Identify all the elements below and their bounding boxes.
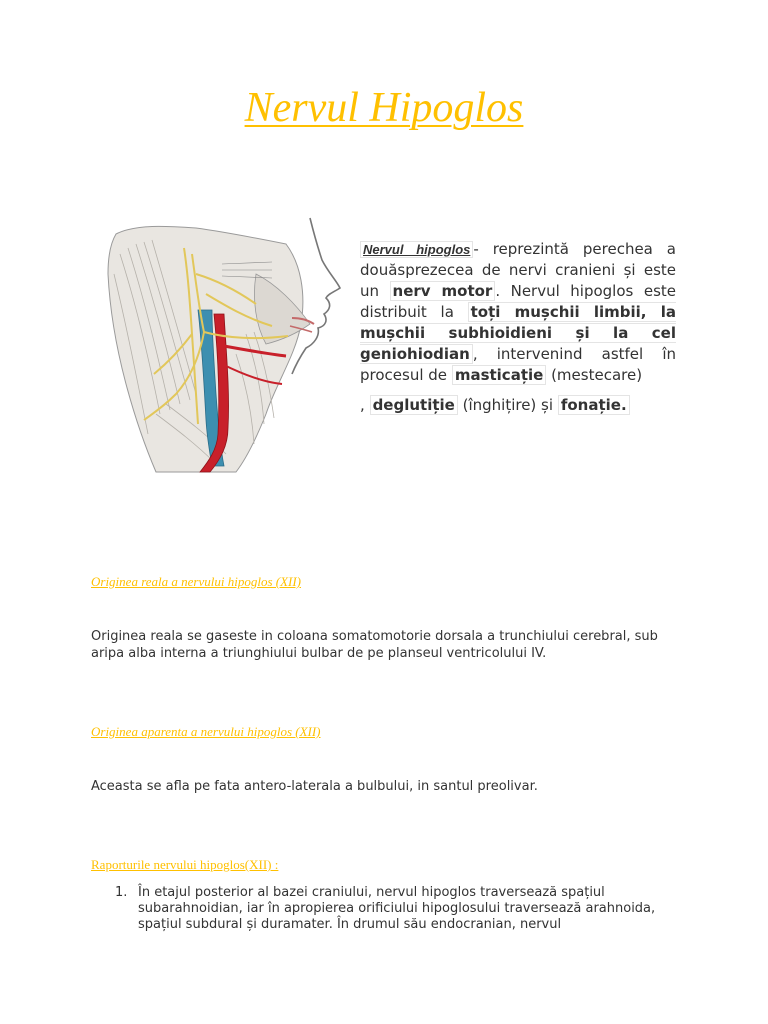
list-item <box>91 885 681 933</box>
list-item-text: În etajul posterior al bazei craniului, nervul hipoglos traversează spațiul subarahnoidian, iar în apropierea orificiului hipoglosului traversează arahnoida, spațiul subdural și duramater. În drumul său endocranian, nervul <box>138 885 656 932</box>
list-item-number: 1. <box>115 885 128 900</box>
paragraph-origine-aparenta: Aceasta se afla pe fata antero-laterala a bulbului, in santul preolivar. <box>91 779 538 794</box>
raporturi-list <box>91 885 681 933</box>
neck-anatomy-illustration <box>96 214 348 476</box>
heading-raporturi: Raporturile nervului hipoglos(XII) : <box>91 857 279 872</box>
term-masticatie: masticație <box>452 365 547 385</box>
heading-origine-reala: Originea reala a nervului hipoglos (XII) <box>91 574 302 589</box>
term-muschi: toți mușchii limbii, la mușchii subhioidieni și la cel geniohiodian <box>360 303 676 363</box>
intro-paragraph: Nervul hipoglos - reprezintă perechea a douăsprezecea de nervi cranieni și este un nerv motor . Nervul hipoglos este distribuit la toți mușchii limbii, la mușchii subhioidieni și la cel geniohiodian , intervenind astfel în procesul de masticație (mestecare) , deglutiție (înghițire) și fonație. <box>360 240 676 414</box>
paragraph-origine-reala: Originea reala se gaseste in coloana somatomotorie dorsala a trunchiului cerebral, sub aripa alba interna a triunghiului bulbar de pe planseul ventricolului IV. <box>91 629 658 661</box>
term-nervul-hipoglos: Nervul hipoglos <box>360 241 473 258</box>
term-fonatie: fonație. <box>558 395 630 415</box>
term-deglutitie: deglutiție <box>370 395 458 415</box>
term-nerv-motor: nerv motor <box>390 281 496 301</box>
page-title: Nervul Hipoglos <box>244 85 524 131</box>
heading-origine-aparenta: Originea aparenta a nervului hipoglos (XII) <box>91 724 321 739</box>
